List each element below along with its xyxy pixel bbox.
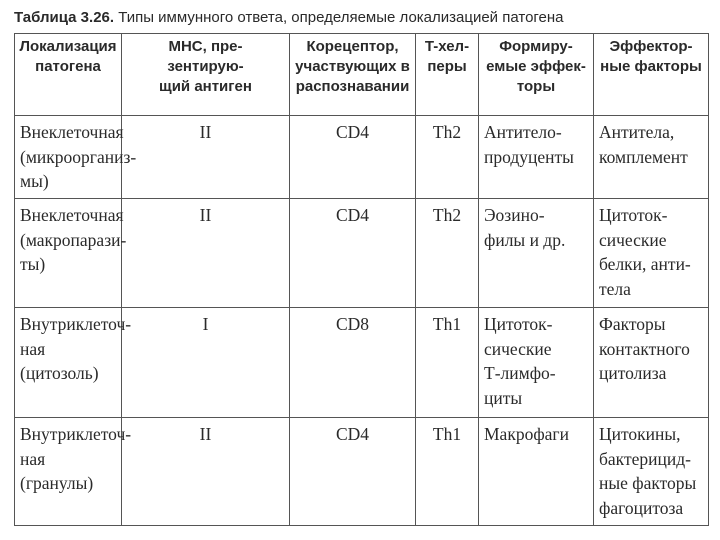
table-title: Типы иммунного ответа, определяемые локализацией патогена (118, 9, 564, 26)
header-localization: Локализация патогена (15, 34, 122, 116)
cell-t-helper: Th1 (416, 308, 479, 418)
immune-response-table (14, 33, 709, 526)
table-row (15, 116, 709, 199)
cell-effectors: Эозино- филы и др. (479, 199, 594, 308)
cell-coreceptor: CD4 (290, 418, 416, 526)
cell-effector-factors: Факторы контактного цитолиза (594, 308, 709, 418)
header-coreceptor: Корецептор, участвующих в распознавании (290, 34, 416, 116)
cell-t-helper: Th1 (416, 418, 479, 526)
cell-effectors: Цитоток- сические Т-лимфо- циты (479, 308, 594, 418)
header-mhc: MHC, пре- зентирую- щий антиген (122, 34, 290, 116)
table-row (15, 199, 709, 308)
header-t-helpers: T-хел- перы (416, 34, 479, 116)
cell-localization: Внеклеточная (макропарази- ты) (15, 199, 122, 308)
cell-t-helper: Th2 (416, 116, 479, 199)
cell-mhc: II (122, 199, 290, 308)
cell-effector-factors: Цитокины, бактерицид- ные факторы фагоцитоза (594, 418, 709, 526)
cell-coreceptor: CD8 (290, 308, 416, 418)
header-effectors: Формиру- емые эффек- торы (479, 34, 594, 116)
cell-effector-factors: Цитоток- сические белки, анти- тела (594, 199, 709, 308)
header-effector-factors: Эффектор- ные факторы (594, 34, 709, 116)
table-header-row (15, 34, 709, 116)
cell-mhc: II (122, 116, 290, 199)
cell-effectors: Макрофаги (479, 418, 594, 526)
cell-mhc: II (122, 418, 290, 526)
cell-effector-factors: Антитела, комплемент (594, 116, 709, 199)
cell-t-helper: Th2 (416, 199, 479, 308)
cell-effectors: Антитело- продуценты (479, 116, 594, 199)
cell-mhc: I (122, 308, 290, 418)
table-number: Таблица 3.26. (14, 9, 115, 26)
table-row (15, 308, 709, 418)
cell-localization: Внутриклеточ- ная (гранулы) (15, 418, 122, 526)
cell-coreceptor: CD4 (290, 199, 416, 308)
cell-coreceptor: CD4 (290, 116, 416, 199)
cell-localization: Внутриклеточ- ная (цитозоль) (15, 308, 122, 418)
cell-localization: Внеклеточная (микроорганиз- мы) (15, 116, 122, 199)
table-row (15, 418, 709, 526)
table-caption (14, 6, 714, 29)
